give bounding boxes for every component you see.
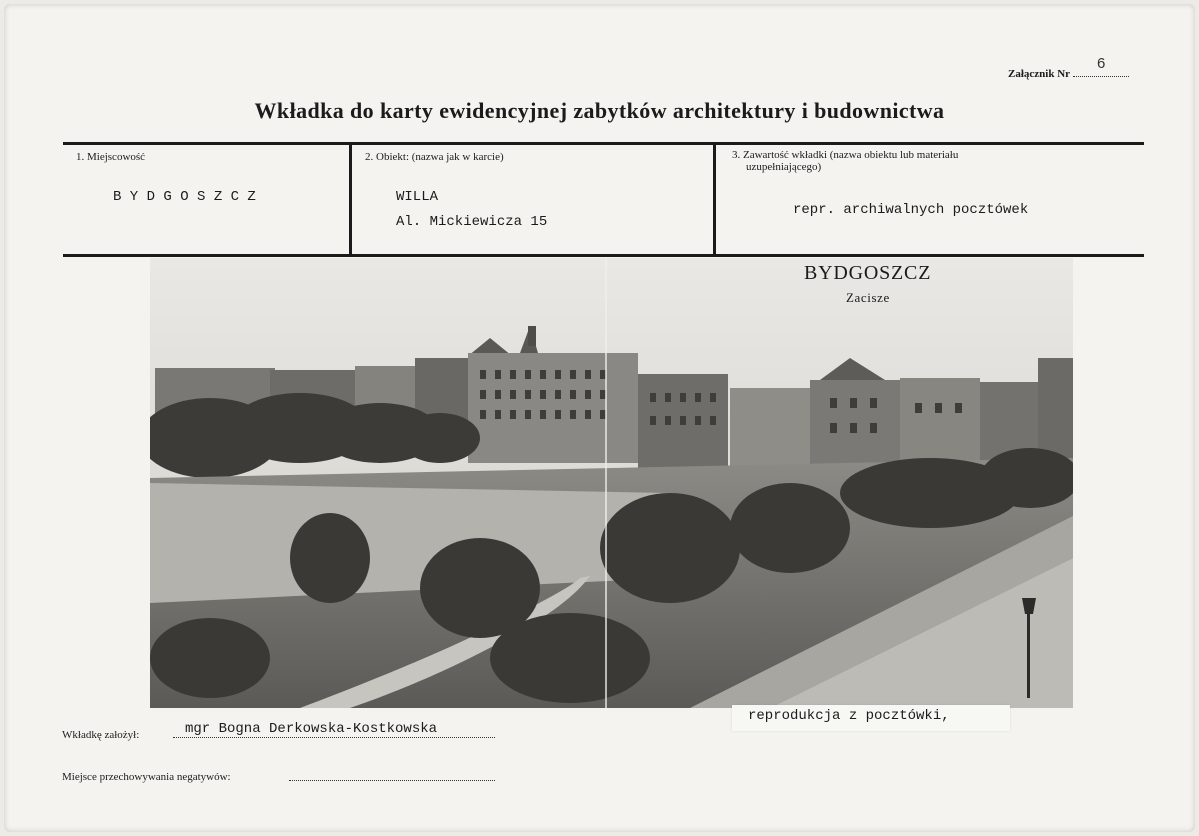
annex-label [1008,67,1129,80]
photo-caption-city: BYDGOSZCZ [804,262,932,284]
object-line2: Al. Mickiewicza 15 [396,214,548,230]
annex-number: 6 [1097,55,1106,72]
annex-label-text: Załącznik Nr [1008,68,1070,80]
photo-caption-district: Zacisze [846,290,890,305]
postcard-photo-drawing [150,258,1073,708]
table-divider-1 [349,145,352,255]
table-bottom-rule [63,254,1144,257]
postcard-photo [150,258,1073,708]
contents-label-line2: uzupełniającego) [746,161,822,173]
contents-value: repr. archiwalnych pocztówek [793,202,1029,218]
author-label: Wkładkę założył: [62,729,140,741]
table-divider-2 [713,145,716,255]
negatives-dotted-line [289,780,495,781]
object-line1: WILLA [396,189,439,205]
object-label: 2. Obiekt: (nazwa jak w karcie) [365,151,504,163]
locality-value: B Y D G O S Z C Z [113,189,256,205]
contents-label-line1: 3. Zawartość wkładki (nazwa obiektu lub materiału [732,149,959,161]
stamp-text: reprodukcja z pocztówki, [748,708,950,724]
author-value: mgr Bogna Derkowska-Kostkowska [185,721,438,737]
negatives-label: Miejsce przechowywania negatywów: [62,771,231,783]
photo-fold-crease [605,258,607,708]
table-top-rule [63,142,1144,145]
page-title: Wkładka do karty ewidencyjnej zabytków architektury i budownictwa [254,98,945,123]
locality-label: 1. Miejscowość [76,151,146,163]
author-dotted-line [173,737,495,738]
annex-dotted-line [1073,67,1129,77]
